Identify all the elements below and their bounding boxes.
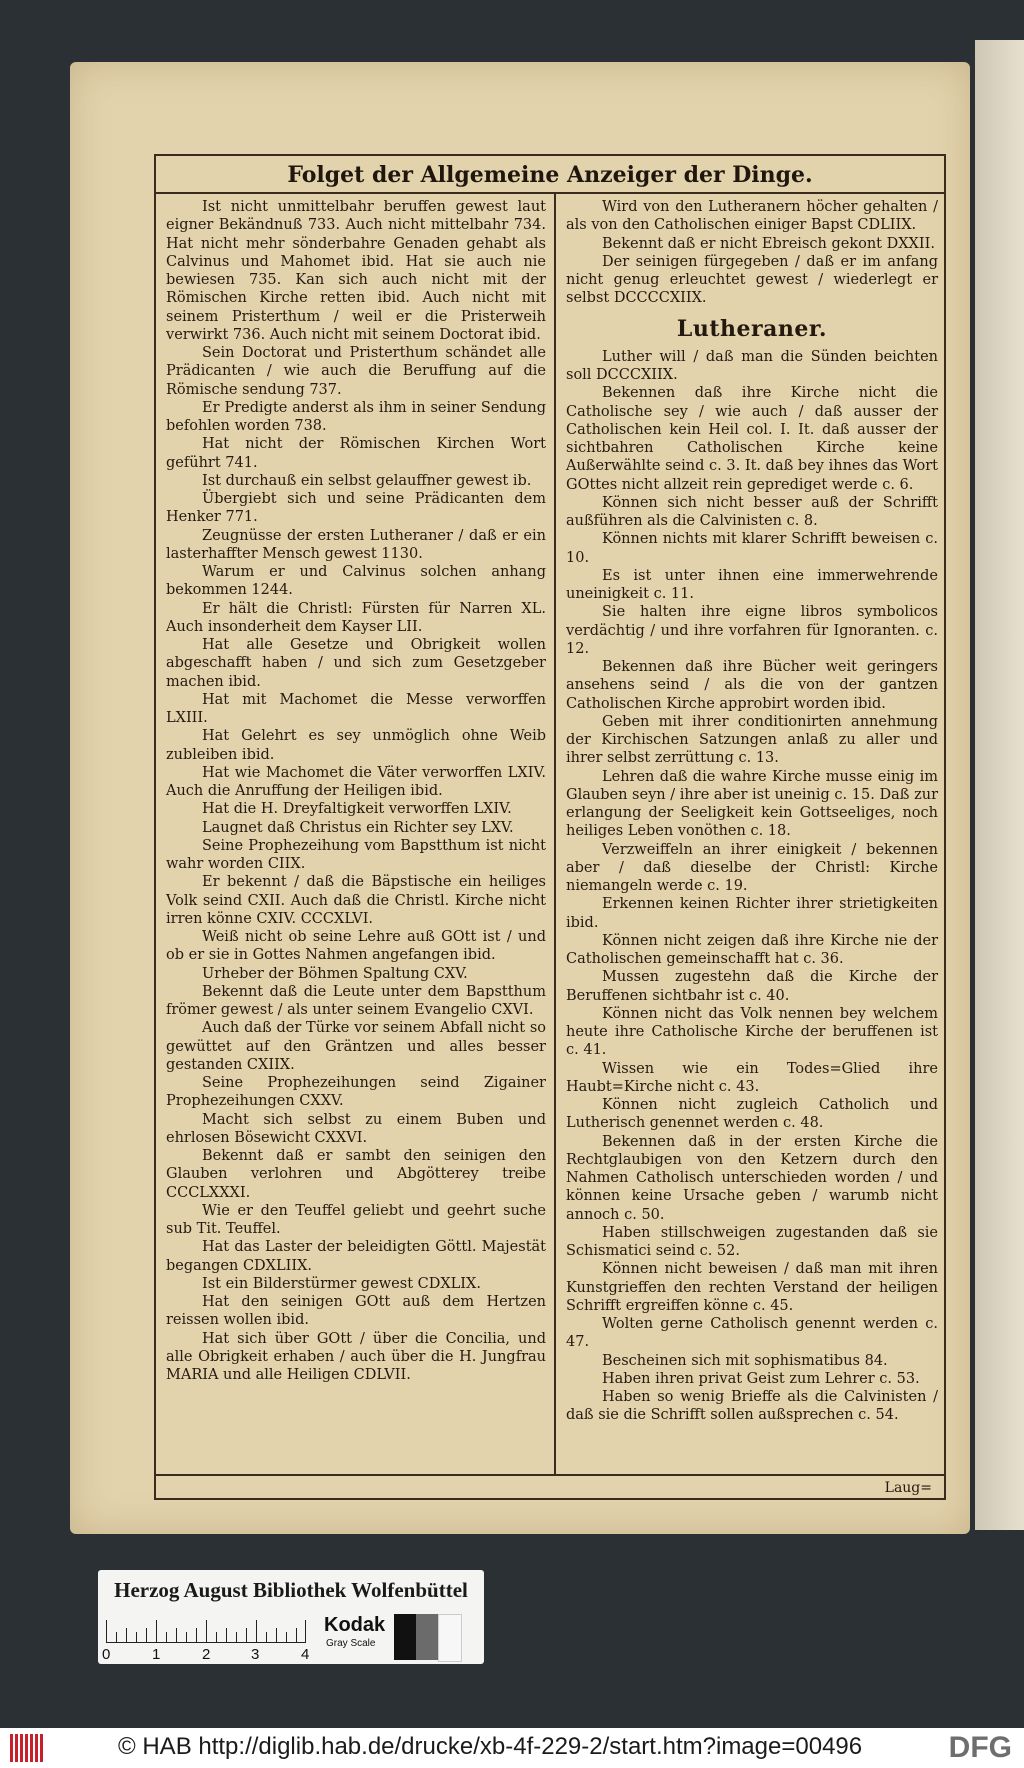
- entry: Hat die H. Dreyfaltigkeit verworffen LXIV.: [202, 801, 512, 818]
- ruler-number: 4: [301, 1646, 310, 1663]
- ruler-tick: [296, 1628, 297, 1642]
- entry: Seine Prophezeihungen seind Zigainer Prophezeihungen CXXV.: [166, 1075, 546, 1110]
- ruler-tick: [106, 1620, 107, 1642]
- ruler-tick: [176, 1628, 177, 1642]
- entry: Weiß nicht ob seine Lehre auß GOtt ist / und ob er sie in Gottes Nahmen angefangen ibid.: [166, 929, 546, 964]
- ruler-number: 1: [152, 1646, 161, 1663]
- entry: Haben so wenig Brieffe als die Calvinisten / daß sie die Schrifft sollen außsprechen c. 54.: [566, 1389, 938, 1424]
- ruler-tick: [246, 1628, 247, 1642]
- entry: Können nicht zugleich Catholich und Lutherisch genennet werden c. 48.: [566, 1097, 938, 1132]
- entry: Geben mit ihrer conditionirten annehmung der Kirchischen Satzungen anlaß zu aller und ihrer selbst zerrüttung c. 13.: [566, 713, 938, 767]
- entry: Hat sich über GOtt / über die Concilia, und alle Obrigkeit erhaben / auch über die H. Jungfrau MARIA und alle Heiligen CDLVII.: [166, 1330, 546, 1383]
- entry: Bekennt daß die Leute unter dem Bapstthum frömer gewest / als unter seinem Evangelio CXVI.: [166, 983, 546, 1018]
- gray-patch-white: [438, 1614, 462, 1662]
- entry: Er Predigte anderst als ihm in seiner Sendung befohlen worden 738.: [166, 399, 546, 434]
- entry: Luther will / daß man die Sünden beichten soll DCCCXIIX.: [566, 348, 938, 383]
- entry: Haben stillschweigen zugestanden daß sie Schismatici seind c. 52.: [566, 1224, 938, 1259]
- entry: Erkennen keinen Richter ihrer strietigkeiten ibid.: [566, 896, 938, 931]
- ruler-tick: [216, 1632, 217, 1642]
- entry: Hat alle Gesetze und Obrigkeit wollen abgeschafft haben / und sich zum Gesetzgeber machen ibid.: [166, 637, 546, 690]
- entry: Wolten gerne Catholisch genennt werden c. 47.: [566, 1316, 938, 1351]
- entry: Warum er und Calvinus solchen anhang bekommen 1244.: [166, 564, 546, 599]
- text-frame: [154, 154, 946, 1500]
- entry: Ist ein Bilderstürmer gewest CDXLIX.: [202, 1275, 481, 1292]
- entry: Hat wie Machomet die Väter verworffen LXIV. Auch die Anruffung der Heiligen ibid.: [166, 764, 546, 799]
- gray-patch-black: [394, 1614, 416, 1660]
- ruler-tick: [186, 1632, 187, 1642]
- ruler-tick: [196, 1628, 197, 1642]
- hab-logo-icon: [10, 1734, 44, 1762]
- ruler-tick: [126, 1628, 127, 1642]
- entry: Wissen wie ein Todes=Glied ihre Haubt=Kirche nicht c. 43.: [566, 1060, 938, 1095]
- entry: Er bekennt / daß die Bäpstische ein heiliges Volk seind CXII. Auch daß die Christl. Kirche nicht irren könne CXIV. CCCXLVI.: [166, 874, 546, 927]
- entry: Laugnet daß Christus ein Richter sey LXV.: [202, 819, 514, 836]
- ruler-number: 2: [202, 1646, 211, 1663]
- entry: Bekennt daß er nicht Ebreisch gekont DXXII.: [602, 235, 935, 252]
- entry: Hat nicht der Römischen Kirchen Wort geführt 741.: [166, 436, 546, 471]
- entry: Sein Doctorat und Pristerthum schändet alle Prädicanten / wie auch die Beruffung auf die Römische sendung 737.: [166, 345, 546, 398]
- left-column: [166, 198, 546, 1384]
- ruler-number: 3: [251, 1646, 260, 1663]
- ruler-scale: [106, 1616, 306, 1643]
- entry: Seine Prophezeihung vom Bapstthum ist nicht wahr worden CIIX.: [166, 837, 546, 872]
- ruler-tick: [256, 1620, 257, 1642]
- entry: Lehren daß die wahre Kirche musse einig im Glauben seyn / ihre aber ist uneinig c. 15. Daß zur erlangung der Seeligkeit kein Gottseeliges, noch heiliges Leben vonöthen c. 18.: [566, 768, 938, 840]
- right-column: [566, 198, 938, 1425]
- entry: Können nichts mit klarer Schrifft beweisen c. 10.: [566, 531, 938, 566]
- entry: Wird von den Lutheranern höcher gehalten / als von den Catholischen einiger Bapst CDLIIX.: [566, 199, 938, 234]
- dfg-logo: DFG: [948, 1731, 1012, 1764]
- ruler-tick: [266, 1632, 267, 1642]
- entry: Sie halten ihre eigne libros symbolicos verdächtig / und ihre vorfahren für Ignoranten. c. 12.: [566, 604, 938, 657]
- ruler-tick: [226, 1628, 227, 1642]
- ruler-tick: [236, 1632, 237, 1642]
- section-heading-lutheraner: Lutheraner.: [676, 315, 828, 342]
- adjacent-page-edge: [975, 40, 1024, 1530]
- ruler-tick: [166, 1632, 167, 1642]
- entry: Hat den seinigen GOtt auß dem Hertzen reissen wollen ibid.: [166, 1294, 546, 1329]
- entry: Bekennen daß in der ersten Kirche die Rechtglaubigen von den Ketzern durch den Nahmen Catholisch unterschieden worden / und können keine Ursache geben / warumb nicht annoch c. 50.: [566, 1133, 938, 1223]
- entry: Es ist unter ihnen eine immerwehrende uneinigkeit c. 11.: [566, 567, 938, 602]
- scanned-page: [70, 62, 970, 1534]
- entry: Bescheinen sich mit sophismatibus 84.: [602, 1352, 888, 1369]
- entry: Hat das Laster der beleidigten Göttl. Majestät begangen CDXLIIX.: [166, 1239, 546, 1274]
- running-header: Folget der Allgemeine Anzeiger der Dinge.: [156, 158, 944, 194]
- column-divider: [554, 194, 556, 1474]
- entry: Verzweiffeln an ihrer einigkeit / bekennen aber / daß dieselbe der Christl: Kirche niemangeln werde c. 19.: [566, 841, 938, 894]
- entry: Bekennen daß ihre Bücher weit geringers ansehens seind / als die von der gantzen Catholischen Kirche approbirt worden ibid.: [566, 659, 938, 712]
- entry: Auch daß der Türke vor seinem Abfall nicht so gewüttet auf den Gräntzen und alles besser gestanden CXIIX.: [166, 1020, 546, 1073]
- entry: Bekennt daß er sambt den seinigen den Glauben verlohren und Abgötterey treibe CCCLXXXI.: [166, 1148, 546, 1201]
- entry: Hat Gelehrt es sey unmöglich ohne Weib zubleiben ibid.: [166, 728, 546, 763]
- gray-scale-label: Gray Scale: [326, 1638, 376, 1649]
- footer-citation-link[interactable]: © HAB http://diglib.hab.de/drucke/xb-4f-229-2/start.htm?image=00496: [118, 1733, 863, 1760]
- ruler-tick: [116, 1632, 117, 1642]
- ruler-tick: [206, 1620, 207, 1642]
- entry: Bekennen daß ihre Kirche nicht die Catholische sey / wie auch / daß ausser der Catholischen kein Heil col. I. It. daß ausser der sichtbahren Catholischen Kirche keine Außerwählte seind c. 3. It. daß bey ihnes das Wort GOttes nicht allzeit rein geprediget werde c. 6.: [566, 385, 938, 493]
- library-label: Herzog August Bibliothek Wolfenbüttel: [114, 1578, 468, 1602]
- ruler-number: 0: [102, 1646, 111, 1663]
- entry: Der seinigen fürgegeben / daß er im anfang nicht genug erleuchtet gewest / wiederlegt er selbst DCCCCXIIX.: [566, 253, 938, 307]
- entry: Können nicht zeigen daß ihre Kirche nie der Catholischen gemeinschafft hat c. 36.: [566, 932, 938, 967]
- bottom-rule: [156, 1474, 944, 1476]
- entry: Hat mit Machomet die Messe verworffen LXIII.: [166, 691, 546, 726]
- entry: Übergiebt sich und seine Prädicanten dem Henker 771.: [166, 491, 546, 526]
- catchword: Laug=: [884, 1480, 932, 1496]
- kodak-label: Kodak: [324, 1614, 386, 1636]
- ruler-tick: [276, 1628, 277, 1642]
- entry: Zeugnüsse der ersten Lutheraner / daß er ein lasterhaffter Mensch gewest 1130.: [166, 527, 546, 562]
- entry: Können nicht beweisen / daß man mit ihren Kunstgrieffen den rechten Verstand der heiligen Schrifft ergreiffen könne c. 45.: [566, 1261, 938, 1314]
- ruler-tick: [146, 1628, 147, 1642]
- color-reference-strip: [98, 1570, 484, 1664]
- entry: Können sich nicht besser auß der Schrifft außführen als die Calvinisten c. 8.: [566, 494, 938, 529]
- entry: Ist durchauß ein selbst gelauffner gewest ib.: [202, 472, 532, 489]
- ruler-tick: [286, 1632, 287, 1642]
- gray-patch-mid: [416, 1614, 438, 1660]
- entry: Wie er den Teuffel geliebt und geehrt suche sub Tit. Teuffel.: [166, 1202, 546, 1237]
- entry: Mussen zugestehn daß die Kirche der Beruffenen sichtbahr ist c. 40.: [566, 969, 938, 1004]
- entry: Er hält die Christl: Fürsten für Narren XL. Auch insonderheit dem Kayser LII.: [166, 600, 546, 635]
- entry: Ist nicht unmittelbahr beruffen gewest laut eigner Bekändnuß 733. Auch nicht mittelbahr 734. Hat nicht mehr sönderbahre Genaden gehabt als Calvinus und Mahomet ibid. Hat sie auch nie bewiesen 735. Kan sich auch nicht mit der Römischen Kirche retten ibid. Auch nicht mit seinem Pristerthum / weil er die Pristerweih verwirkt 736. Auch nicht mit seinem Doctorat ibid.: [166, 199, 546, 343]
- ruler-tick: [136, 1632, 137, 1642]
- footer-bar: [0, 1728, 1024, 1768]
- entry: Können nicht das Volk nennen bey welchem heute ihre Catholische Kirche der beruffenen ist c. 41.: [566, 1005, 938, 1059]
- entry: Urheber der Böhmen Spaltung CXV.: [202, 965, 468, 982]
- entry: Haben ihren privat Geist zum Lehrer c. 53.: [602, 1370, 920, 1387]
- ruler-tick: [305, 1620, 306, 1642]
- ruler-tick: [156, 1620, 157, 1642]
- entry: Macht sich selbst zu einem Buben und ehrlosen Bösewicht CXXVI.: [166, 1111, 546, 1146]
